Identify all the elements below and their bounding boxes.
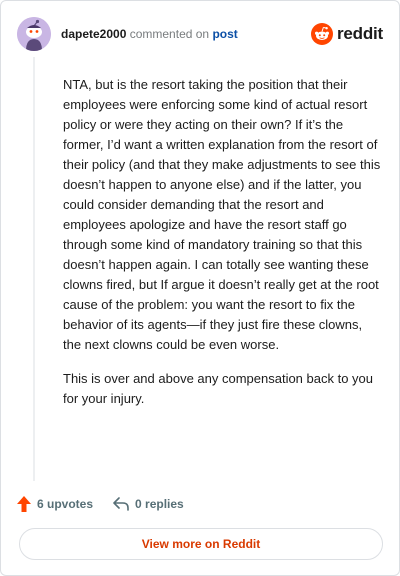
comment-paragraph: This is over and above any compensation back to you for your injury. — [63, 371, 374, 406]
reply-count: 0 replies — [135, 497, 184, 511]
user-avatar[interactable] — [17, 17, 51, 51]
reddit-logo-icon — [311, 23, 333, 45]
comment-body — [63, 75, 381, 423]
reply-arrow-icon — [113, 497, 129, 511]
post-link[interactable]: post — [212, 27, 238, 41]
comment-header — [17, 17, 383, 51]
upvote-count: 6 upvotes — [37, 497, 94, 511]
reddit-wordmark: reddit — [336, 24, 383, 43]
comment-byline — [61, 27, 238, 41]
comment-author[interactable]: dapete2000 — [61, 27, 127, 41]
comment-actions — [17, 495, 184, 513]
upvote-button[interactable] — [17, 496, 93, 512]
reddit-brand[interactable] — [311, 23, 383, 45]
reply-button[interactable] — [113, 497, 184, 511]
thread-line[interactable] — [33, 57, 35, 481]
upvote-arrow-icon — [17, 496, 31, 512]
comment-action-text: commented on — [129, 27, 210, 41]
comment-paragraph: NTA, but is the resort taking the position that their employees were enforcing some kind of actual resort policy or were they acting on their own? If it’s the former, I’d want a written explanation from the resort of their policy (and that they make adjustments to see this doesn’t happen to anyone else) and if the latter, you could consider demanding that the resort and employees apologize and have the resort staff go through some kind of mandatory training so that this doesn’t happen again. I can totally see wanting these clowns fired, but If argue it doesn’t really get at the root cause of the problem: you want the resort to fix the behavior of its agents—if they just fire these clowns, the next clowns could be even worse. — [63, 77, 381, 352]
snoo-avatar-icon — [17, 17, 51, 51]
view-more-button[interactable]: View more on Reddit — [19, 528, 383, 560]
